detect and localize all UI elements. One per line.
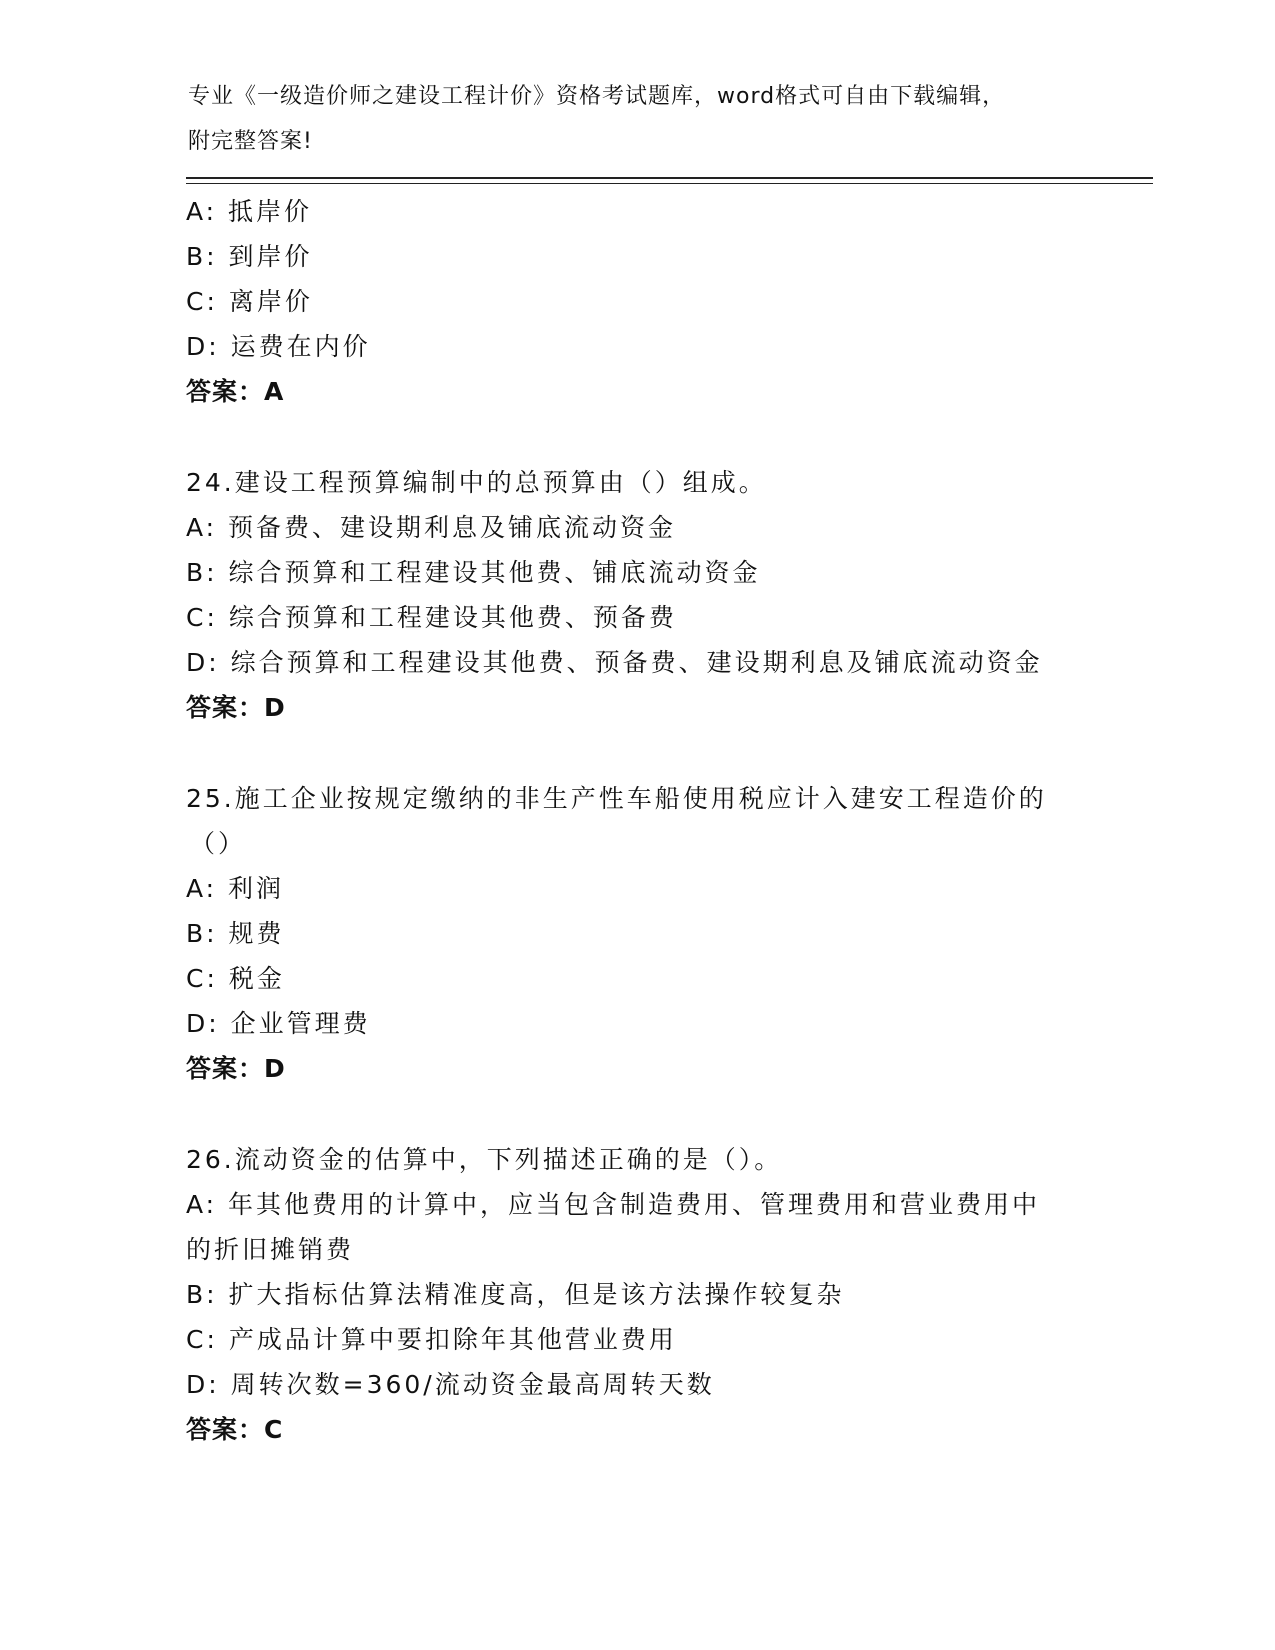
- option-d: D: 运费在内价: [186, 332, 371, 361]
- option-b: B: 综合预算和工程建设其他费、铺底流动资金: [186, 558, 761, 587]
- answer: 答案：D: [186, 693, 286, 722]
- option-a: A: 利润: [186, 874, 285, 903]
- question-23-continuation: [186, 189, 1086, 414]
- option-b: B: 到岸价: [186, 242, 313, 271]
- question-26: [186, 1137, 1086, 1452]
- option-b: B: 扩大指标估算法精准度高，但是该方法操作较复杂: [186, 1280, 845, 1309]
- option-b: B: 规费: [186, 919, 285, 948]
- header-divider-thick: [186, 177, 1153, 179]
- option-c: C: 产成品计算中要扣除年其他营业费用: [186, 1325, 677, 1354]
- option-d: D: 企业管理费: [186, 1009, 371, 1038]
- option-c: C: 离岸价: [186, 287, 313, 316]
- option-a: A: 年其他费用的计算中，应当包含制造费用、管理费用和营业费用中: [186, 1190, 1041, 1219]
- option-a: A: 抵岸价: [186, 197, 313, 226]
- header-line-2: 附完整答案!: [188, 129, 313, 154]
- document-body: [186, 189, 1086, 1452]
- option-a-continued: 的折旧摊销费: [186, 1235, 355, 1264]
- header-line-1: 专业《一级造价师之建设工程计价》资格考试题库，word格式可自由下载编辑，: [188, 84, 1006, 109]
- option-d: D: 综合预算和工程建设其他费、预备费、建设期利息及铺底流动资金: [186, 648, 1043, 677]
- document-header: [188, 74, 1088, 164]
- answer: 答案：D: [186, 1054, 286, 1083]
- question-stem: 26.流动资金的估算中，下列描述正确的是（）。: [186, 1145, 783, 1174]
- question-stem: 24.建设工程预算编制中的总预算由（）组成。: [186, 468, 767, 497]
- header-divider-thin: [186, 183, 1153, 184]
- question-stem: 25.施工企业按规定缴纳的非生产性车船使用税应计入建安工程造价的: [186, 784, 1047, 813]
- answer: 答案：A: [186, 377, 285, 406]
- option-c: C: 税金: [186, 964, 285, 993]
- option-a: A: 预备费、建设期利息及铺底流动资金: [186, 513, 677, 542]
- option-d: D: 周转次数=360/流动资金最高周转天数: [186, 1370, 715, 1399]
- option-c: C: 综合预算和工程建设其他费、预备费: [186, 603, 677, 632]
- question-24: [186, 460, 1086, 730]
- question-25: [186, 776, 1086, 1091]
- answer: 答案：C: [186, 1415, 284, 1444]
- question-stem-continued: （）: [190, 829, 247, 858]
